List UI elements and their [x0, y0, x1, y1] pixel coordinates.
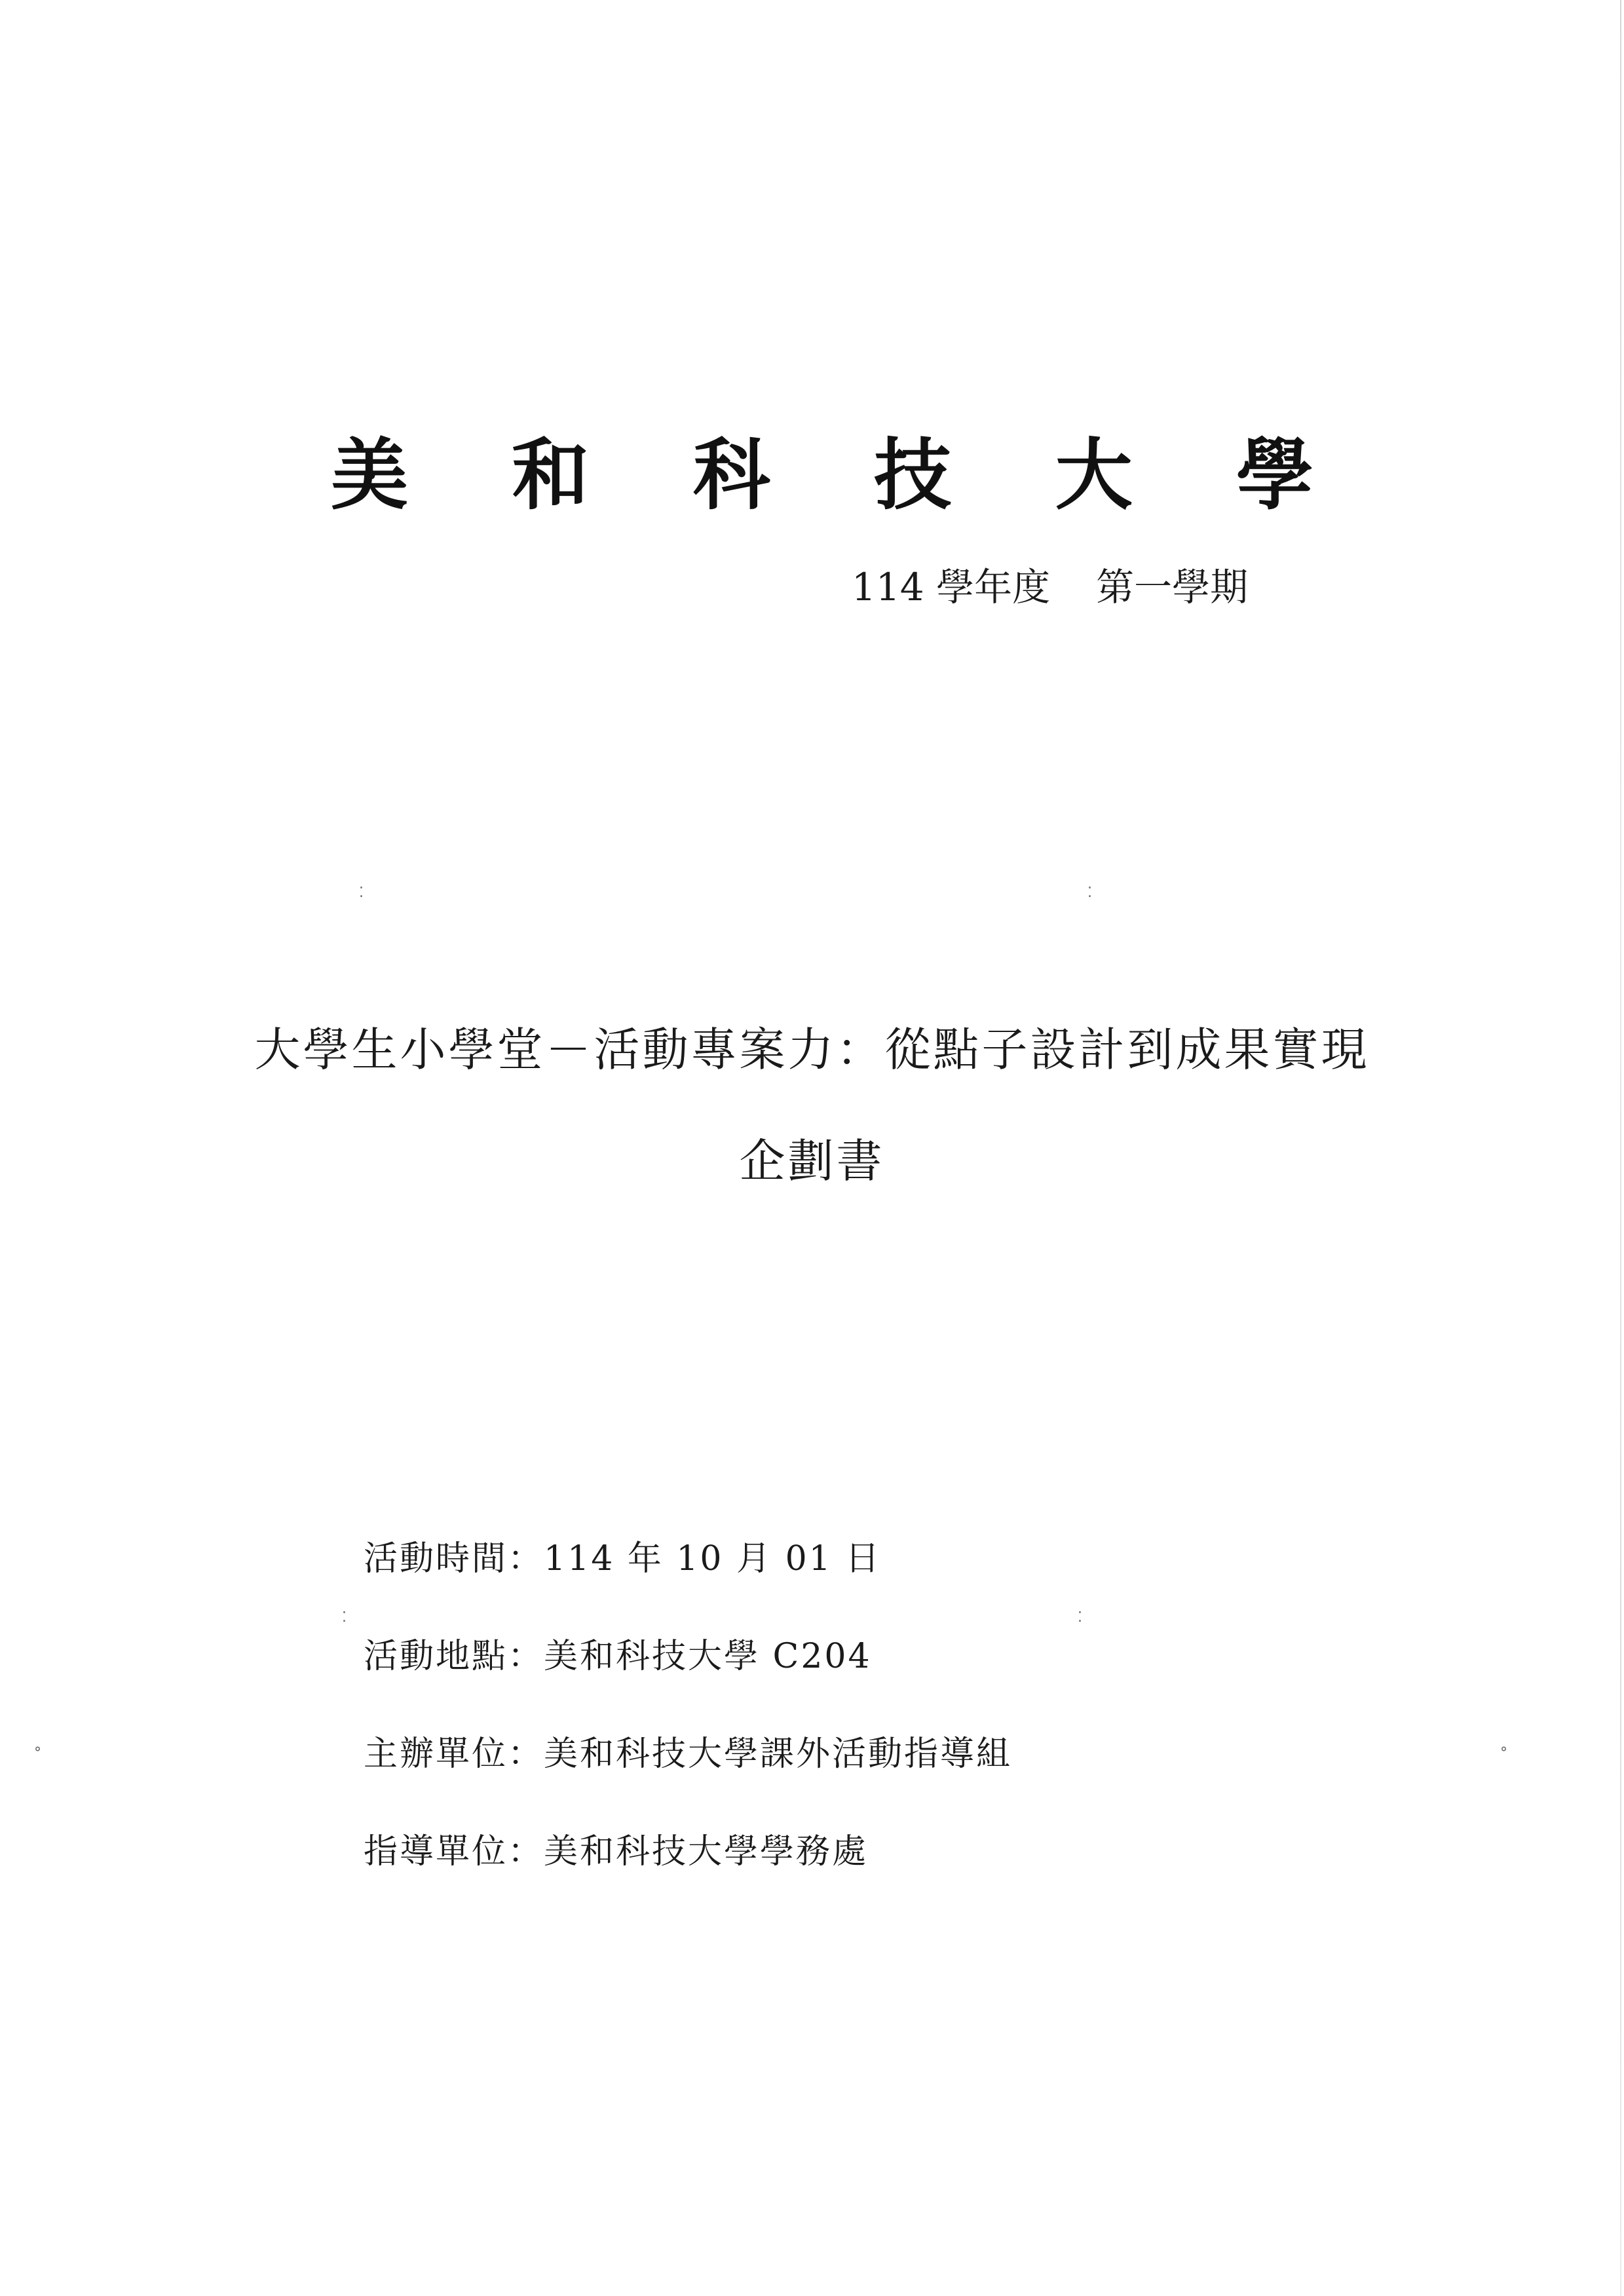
activity-location-row [364, 1636, 1346, 1677]
info-label: 主辦單位 [364, 1734, 508, 1774]
academic-year: 114 學年度 [852, 565, 1051, 609]
info-separator: ： [508, 1734, 544, 1774]
scan-speck: ⁚ [359, 885, 364, 901]
university-name-char: 美 [331, 429, 409, 520]
info-value: 美和科技大學 C204 [544, 1637, 872, 1676]
info-label: 指導單位 [364, 1832, 508, 1871]
project-title: 大學生小學堂－活動專案力：從點子設計到成果實現 [254, 1023, 1370, 1077]
university-name-char: 學 [1236, 429, 1313, 520]
organizer-row [364, 1734, 1346, 1775]
scan-speck: ° [34, 1745, 41, 1761]
info-value: 美和科技大學課外活動指導組 [544, 1734, 1013, 1774]
info-separator: ： [508, 1832, 544, 1871]
info-separator: ： [508, 1539, 544, 1578]
scan-speck: ⁚ [1078, 1609, 1082, 1626]
info-label: 活動地點 [364, 1637, 508, 1676]
info-label: 活動時間 [364, 1539, 508, 1578]
activity-time-row [364, 1539, 1346, 1580]
scan-speck: ⁚ [1087, 885, 1092, 901]
university-name-char: 技 [874, 429, 952, 520]
university-name-char: 大 [1055, 429, 1133, 520]
university-name-char: 科 [692, 429, 770, 520]
scan-speck: ⁚ [342, 1609, 347, 1626]
university-name [331, 429, 1313, 520]
semester-label: 第一學期 [1096, 565, 1249, 609]
supervising-unit-row [364, 1831, 1346, 1873]
document-type: 企劃書 [739, 1134, 885, 1188]
university-name-char: 和 [512, 429, 590, 520]
activity-info-list [364, 1539, 1346, 1929]
info-value: 美和科技大學學務處 [544, 1832, 869, 1871]
info-value: 114 年 10 月 01 日 [544, 1539, 882, 1578]
academic-term [852, 565, 1248, 611]
info-separator: ： [508, 1637, 544, 1676]
scan-speck: ° [1500, 1745, 1507, 1761]
